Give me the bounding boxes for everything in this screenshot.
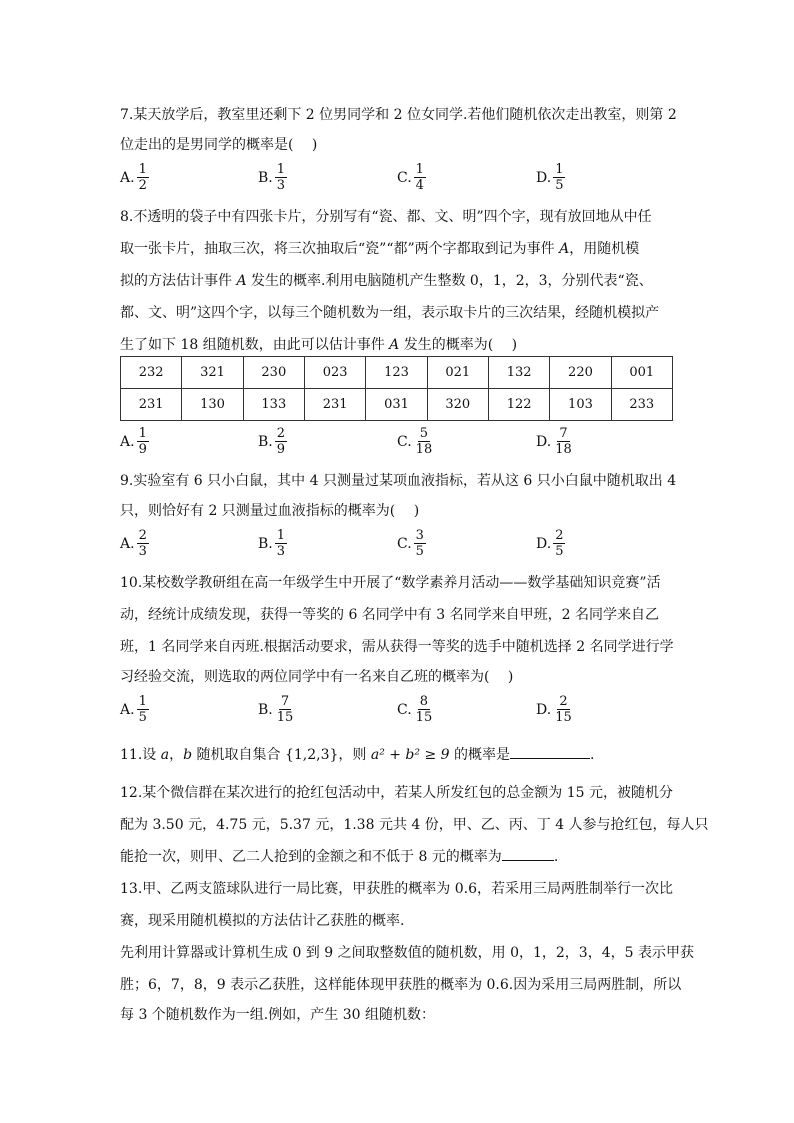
q8-line-4: 都、文、明”这四个字，以每三个随机数为一组，表示取卡片的三次结果，经随机模拟产 (120, 305, 660, 321)
q10-options (120, 694, 680, 734)
q10-option-d[interactable]: D. $\frac{2}{15}$ (536, 694, 572, 725)
q10-option-a[interactable]: A. $\frac{1}{5}$ (120, 694, 147, 725)
q10-line-3: 班，1 名同学来自丙班.根据活动要求，需从获得一等奖的选手中随机选择 2 名同学进行学 (120, 639, 674, 655)
q7-options (120, 162, 680, 202)
q7-option-c[interactable]: C. $\frac{1}{4}$ (397, 162, 424, 193)
table-cell: 023 (304, 357, 365, 389)
random-number-table (120, 356, 673, 421)
table-cell: 103 (550, 389, 611, 421)
q7-option-b[interactable]: B. $\frac{1}{3}$ (258, 162, 286, 193)
q8-option-c[interactable]: C. $\frac{5}{18}$ (397, 426, 433, 457)
q11-line: 11.设 a，b 随机取自集合 {1,2,3}，则 a² + b² ≥ 9 的概率是 . (120, 744, 594, 764)
q8-line-1: 8.不透明的袋子中有四张卡片，分别写有“瓷、都、文、明”四个字，现有放回地从中任 (120, 209, 652, 225)
table-cell: 031 (366, 389, 427, 421)
table-cell: 320 (427, 389, 488, 421)
q9-option-c[interactable]: C. $\frac{3}{5}$ (397, 528, 424, 559)
q9-option-b[interactable]: B. $\frac{1}{3}$ (258, 528, 286, 559)
table-row (121, 357, 673, 389)
q10-line-4: 习经验交流，则选取的两位同学中有一名来自乙班的概率为( ) (120, 669, 514, 685)
q10-option-b[interactable]: B. $\frac{7}{15}$ (258, 694, 294, 725)
q9-line-2: 只，则恰好有 2 只测量过血液指标的概率为( ) (120, 503, 420, 519)
q8-line-2: 取一张卡片，抽取三次，将三次抽取后“瓷”“都”两个字都取到记为事件 A，用随机模 (120, 241, 640, 257)
fraction: $\frac{5}{18}$ (415, 426, 433, 457)
q10-line-2: 动，经统计成绩发现，获得一等奖的 6 名同学中有 3 名同学来自甲班，2 名同学来自乙 (120, 607, 659, 623)
table-cell: 232 (121, 357, 182, 389)
q9-line-1: 9.实验室有 6 只小白鼠，其中 4 只测量过某项血液指标，若从这 6 只小白鼠中随机取出 4 (120, 473, 677, 489)
q13-line-1: 13.甲、乙两支篮球队进行一局比赛，甲获胜的概率为 0.6，若采用三局两胜制举行一次比 (120, 881, 673, 897)
fraction: $\frac{1}{5}$ (555, 162, 564, 193)
q9-options (120, 528, 680, 568)
q8-option-a[interactable]: A. $\frac{1}{9}$ (120, 426, 147, 457)
fraction: $\frac{2}{9}$ (276, 426, 286, 457)
table-cell: 130 (182, 389, 243, 421)
q10-line-1: 10.某校数学教研组在高一年级学生中开展了“数学素养月活动——数学基础知识竞赛”活 (120, 575, 661, 591)
fraction: $\frac{1}{2}$ (138, 162, 147, 193)
q13-line-5: 每 3 个随机数作为一组.例如，产生 30 组随机数： (120, 1007, 435, 1023)
q7-line-1: 7.某天放学后，教室里还剩下 2 位男同学和 2 位女同学.若他们随机依次走出教室，则第 2 (120, 107, 677, 123)
answer-blank[interactable] (510, 744, 590, 759)
answer-blank[interactable] (502, 846, 554, 861)
fraction: $\frac{2}{15}$ (555, 694, 572, 725)
q10-option-c[interactable]: C. $\frac{8}{15}$ (397, 694, 433, 725)
table-cell: 220 (550, 357, 611, 389)
table-cell: 230 (243, 357, 304, 389)
table-cell: 123 (366, 357, 427, 389)
q12-line-2: 配为 3.50 元，4.75 元，5.37 元，1.38 元共 4 份，甲、乙、丙、丁 4 人参与抢红包，每人只 (120, 817, 709, 833)
q8-option-d[interactable]: D. $\frac{7}{18}$ (536, 426, 572, 457)
fraction: $\frac{1}{4}$ (415, 162, 424, 193)
table-cell: 133 (243, 389, 304, 421)
table-cell: 231 (121, 389, 182, 421)
table-cell: 132 (488, 357, 549, 389)
inequality-expression: a² + b² ≥ 9 (370, 747, 450, 763)
fraction: $\frac{2}{3}$ (138, 528, 147, 559)
table-cell: 122 (488, 389, 549, 421)
q13-line-2: 赛，现采用随机模拟的方法估计乙获胜的概率. (120, 913, 405, 929)
q8-line-5: 生了如下 18 组随机数，由此可以估计事件 A 发生的概率为( ) (120, 337, 518, 353)
q9-option-d[interactable]: D. $\frac{2}{5}$ (536, 528, 564, 559)
table-cell: 021 (427, 357, 488, 389)
table-cell: 233 (611, 389, 672, 421)
fraction: $\frac{7}{15}$ (276, 694, 294, 725)
q12-line-1: 12.某个微信群在某次进行的抢红包活动中，若某人所发红包的总金额为 15 元，被随机分 (120, 785, 673, 801)
table-cell: 321 (182, 357, 243, 389)
q13-line-3: 先利用计算器或计算机生成 0 到 9 之间取整数值的随机数，用 0，1，2，3，4，5 表示甲获 (120, 945, 694, 961)
table-cell: 001 (611, 357, 672, 389)
fraction: $\frac{2}{5}$ (555, 528, 564, 559)
fraction: $\frac{1}{3}$ (276, 528, 286, 559)
q7-option-d[interactable]: D. $\frac{1}{5}$ (536, 162, 564, 193)
table-row (121, 389, 673, 421)
q9-option-a[interactable]: A. $\frac{2}{3}$ (120, 528, 147, 559)
fraction: $\frac{3}{5}$ (415, 528, 424, 559)
fraction: $\frac{1}{5}$ (138, 694, 147, 725)
fraction: $\frac{1}{9}$ (138, 426, 147, 457)
q12-line-3: 能抢一次，则甲、乙二人抢到的金额之和不低于 8 元的概率为 . (120, 846, 558, 866)
fraction: $\frac{7}{18}$ (555, 426, 572, 457)
fraction: $\frac{1}{3}$ (276, 162, 286, 193)
fraction: $\frac{8}{15}$ (415, 694, 433, 725)
table-cell: 231 (304, 389, 365, 421)
q8-options (120, 426, 680, 466)
q8-option-b[interactable]: B. $\frac{2}{9}$ (258, 426, 286, 457)
q7-option-a[interactable]: A. $\frac{1}{2}$ (120, 162, 147, 193)
q13-line-4: 胜；6，7，8，9 表示乙获胜，这样能体现甲获胜的概率为 0.6.因为采用三局两胜制，所以 (120, 977, 682, 993)
q8-line-3: 拟的方法估计事件 A 发生的概率.利用电脑随机产生整数 0，1，2，3，分别代表“瓷、 (120, 273, 653, 289)
q7-line-2: 位走出的是男同学的概率是( ) (120, 137, 318, 153)
